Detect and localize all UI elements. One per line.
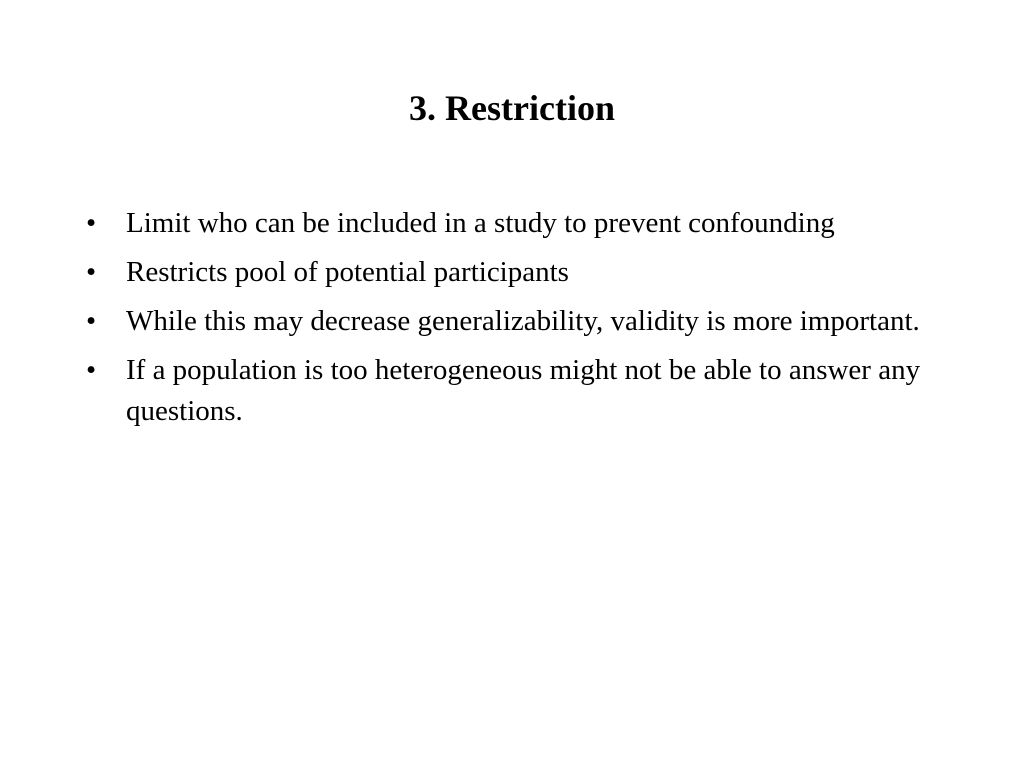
bullet-item <box>86 350 946 432</box>
bullet-item <box>86 301 946 342</box>
bullet-marker: • <box>86 354 97 386</box>
bullet-text: Limit who can be included in a study to prevent confounding <box>126 207 835 239</box>
bullet-marker: • <box>86 256 97 288</box>
bullet-item <box>86 203 946 244</box>
bullet-text: While this may decrease generalizability, validity is more important. <box>126 305 920 337</box>
slide-title: 3. Restriction <box>409 88 615 128</box>
bullet-text: If a population is too heterogeneous might not be able to answer any questions. <box>126 354 921 427</box>
bullet-text: Restricts pool of potential participants <box>126 256 569 288</box>
bullet-list <box>86 203 946 440</box>
bullet-marker: • <box>86 305 97 337</box>
bullet-marker: • <box>86 207 97 239</box>
bullet-item <box>86 252 946 293</box>
